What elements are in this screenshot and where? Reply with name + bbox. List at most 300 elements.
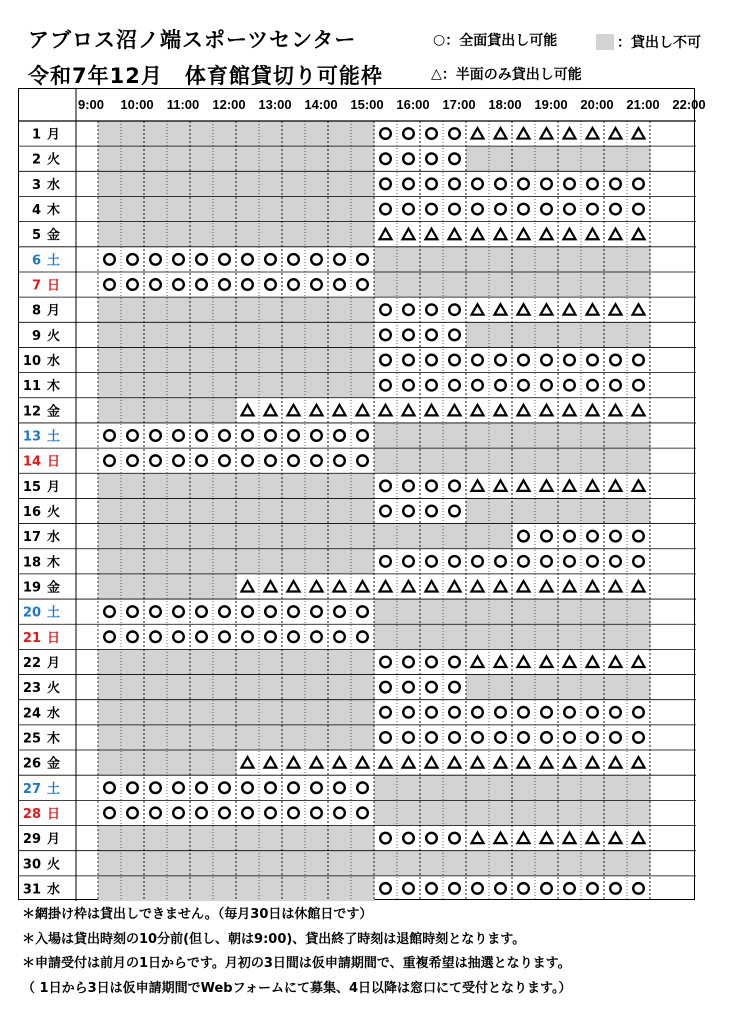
unavailable-cell [351,876,375,901]
unavailable-cell [121,373,145,398]
schedule-grid-svg [19,89,706,901]
weekday-label: 火 [47,681,61,697]
full-available-mark [334,254,345,265]
full-available-mark [633,883,644,894]
full-available-mark [104,808,115,819]
half-available-mark [518,581,530,592]
half-available-mark [541,656,553,667]
unavailable-cell [604,624,628,649]
day-number: 1 [31,127,41,143]
unavailable-cell [512,146,536,171]
unavailable-cell [144,171,168,196]
full-available-mark [403,380,414,391]
half-available-mark [403,405,415,416]
unavailable-cell [581,851,605,876]
unavailable-cell [282,473,306,498]
unavailable-cell [190,121,214,146]
unavailable-cell [489,498,513,523]
day-number: 13 [22,429,41,445]
unavailable-cell [627,423,651,448]
unavailable-cell [351,146,375,171]
unavailable-cell [98,649,122,674]
day-number: 23 [22,681,41,697]
unavailable-cell [236,146,260,171]
unavailable-cell [328,196,352,221]
full-available-mark [541,707,552,718]
unavailable-cell [604,146,628,171]
weekday-label: 月 [47,479,61,495]
full-available-mark [426,355,437,366]
full-available-mark [242,455,253,466]
unavailable-cell [144,549,168,574]
unavailable-cell [374,524,398,549]
full-available-mark [403,833,414,844]
full-available-mark [426,883,437,894]
full-available-mark [380,506,391,517]
unavailable-cell [98,826,122,851]
half-available-mark [288,405,300,416]
full-available-mark [449,556,460,567]
half-available-mark [403,581,415,592]
half-available-mark [242,757,254,768]
unavailable-cell [420,624,444,649]
unavailable-cell [374,624,398,649]
unavailable-cell [305,524,329,549]
full-available-mark [403,556,414,567]
unavailable-cell [167,171,191,196]
unavailable-cell [443,272,467,297]
unavailable-cell [144,196,168,221]
full-available-mark [150,279,161,290]
unavailable-cell [259,222,283,247]
full-available-mark [426,330,437,341]
unavailable-cell [443,448,467,473]
unavailable-cell [627,448,651,473]
unavailable-cell [98,675,122,700]
unavailable-cell [581,675,605,700]
full-available-mark [196,632,207,643]
half-available-mark [472,304,484,315]
full-available-mark [219,430,230,441]
unavailable-cell [397,624,421,649]
unavailable-cell [98,297,122,322]
full-available-mark [173,632,184,643]
full-available-mark [495,732,506,743]
unavailable-cell [236,826,260,851]
unavailable-cell [512,599,536,624]
unavailable-cell [581,448,605,473]
unavailable-cell [351,524,375,549]
unavailable-cell [305,171,329,196]
unavailable-cell [213,171,237,196]
unavailable-cell [121,876,145,901]
full-available-mark [449,304,460,315]
full-available-mark [380,204,391,215]
unavailable-cell [305,373,329,398]
unavailable-cell [213,322,237,347]
unavailable-cell [604,675,628,700]
unavailable-cell [190,826,214,851]
unavailable-cell [328,549,352,574]
unavailable-cell [121,297,145,322]
full-available-mark [426,682,437,693]
unavailable-cell [190,675,214,700]
unavailable-cell [581,498,605,523]
day-number: 12 [22,404,41,420]
unavailable-cell [259,851,283,876]
unavailable-cell [351,649,375,674]
unavailable-cell [98,473,122,498]
day-number: 20 [22,605,41,621]
unavailable-cell [190,222,214,247]
unavailable-cell [213,347,237,372]
unavailable-cell [121,347,145,372]
full-available-mark [564,204,575,215]
unavailable-cell [328,171,352,196]
unavailable-cell [190,725,214,750]
full-available-mark [127,430,138,441]
unavailable-cell [305,498,329,523]
unavailable-cell [604,423,628,448]
unavailable-cell [213,498,237,523]
unavailable-cell [397,775,421,800]
weekday-label: 火 [47,505,61,520]
day-number: 27 [22,781,41,797]
day-number: 26 [22,756,41,772]
unavailable-cell [328,498,352,523]
unavailable-cell [144,876,168,901]
unavailable-cell [535,624,559,649]
full-available-mark [633,531,644,542]
half-available-mark [564,757,576,768]
unavailable-cell [167,373,191,398]
unavailable-cell [443,851,467,876]
unavailable-cell [374,851,398,876]
unavailable-cell [236,675,260,700]
unavailable-cell [558,498,582,523]
full-available-mark [380,481,391,492]
half-available-mark [610,581,622,592]
unavailable-cell [144,750,168,775]
unavailable-cell [282,146,306,171]
unavailable-cell [581,599,605,624]
unavailable-cell [98,222,122,247]
half-available-mark [587,405,599,416]
time-label: 11:00 [166,97,200,112]
unavailable-cell [351,675,375,700]
unavailable-cell [305,196,329,221]
full-available-mark [288,455,299,466]
day-number: 16 [22,505,41,520]
unavailable-cell [259,322,283,347]
half-available-mark [518,833,530,844]
unavailable-cell [374,775,398,800]
full-available-mark [633,707,644,718]
full-available-mark [334,279,345,290]
day-number: 9 [31,328,41,344]
unavailable-cell [512,675,536,700]
unavailable-cell [489,524,513,549]
weekday-label: 水 [47,882,61,898]
half-available-mark [541,128,553,139]
unavailable-cell [167,549,191,574]
unavailable-cell [121,524,145,549]
unavailable-cell [121,750,145,775]
unavailable-cell [282,297,306,322]
full-available-mark [380,179,391,190]
unavailable-cell [282,222,306,247]
day-number: 28 [22,806,41,822]
full-available-mark [587,380,598,391]
full-available-mark [357,279,368,290]
full-available-mark [104,279,115,290]
unavailable-cell [604,498,628,523]
unavailable-cell [512,322,536,347]
unavailable-cell [397,247,421,272]
full-available-mark [449,883,460,894]
weekday-label: 日 [47,630,61,646]
full-available-mark [518,707,529,718]
unavailable-cell [190,171,214,196]
unavailable-cell [98,196,122,221]
time-label: 17:00 [442,97,476,112]
half-available-mark [449,229,461,240]
unavailable-cell [98,750,122,775]
unavailable-cell [351,549,375,574]
unavailable-cell [328,524,352,549]
unavailable-cell [466,146,490,171]
unavailable-cell [627,498,651,523]
unavailable-cell [351,498,375,523]
half-available-mark [564,581,576,592]
full-available-mark [127,606,138,617]
unavailable-cell [466,247,490,272]
unavailable-cell [259,549,283,574]
full-available-mark [265,430,276,441]
unavailable-cell [213,675,237,700]
half-available-mark [587,656,599,667]
full-available-mark [633,355,644,366]
full-available-mark [173,782,184,793]
unavailable-cell [213,524,237,549]
unavailable-cell [581,322,605,347]
unavailable-cell [420,775,444,800]
unavailable-cell [466,624,490,649]
unavailable-cell [558,775,582,800]
legend-half-label: ：半面のみ貸出し可能 [441,67,582,83]
unavailable-cell [558,423,582,448]
full-available-mark [150,808,161,819]
unavailable-cell [236,196,260,221]
full-available-mark [587,179,598,190]
full-available-mark [449,204,460,215]
unavailable-cell [443,247,467,272]
unavailable-cell [236,121,260,146]
unavailable-cell [351,473,375,498]
full-available-mark [357,782,368,793]
full-available-mark [403,355,414,366]
full-available-mark [610,179,621,190]
unavailable-cell [282,700,306,725]
half-available-mark [426,405,438,416]
unavailable-cell [282,524,306,549]
weekday-label: 月 [47,655,61,671]
unavailable-cell [282,498,306,523]
unavailable-cell [351,171,375,196]
unavailable-cell [581,624,605,649]
unavailable-cell [489,800,513,825]
unavailable-cell [144,347,168,372]
half-available-mark [426,757,438,768]
half-available-mark [426,229,438,240]
day-number: 11 [22,379,41,395]
unavailable-cell [489,775,513,800]
full-available-mark [449,153,460,164]
unavailable-cell [190,322,214,347]
full-available-mark [311,430,322,441]
full-available-mark [196,606,207,617]
full-available-mark [219,782,230,793]
unavailable-cell [466,599,490,624]
unavailable-cell [144,700,168,725]
full-available-mark [380,128,391,139]
half-available-mark [633,304,645,315]
unavailable-cell [144,574,168,599]
full-available-mark [449,481,460,492]
full-available-mark [472,732,483,743]
unavailable-cell [305,222,329,247]
full-available-mark [587,204,598,215]
full-available-mark [173,430,184,441]
unavailable-cell [259,649,283,674]
unavailable-cell [190,146,214,171]
day-number: 8 [31,303,41,319]
full-available-mark [564,883,575,894]
full-available-mark [403,304,414,315]
unavailable-cell [351,297,375,322]
unavailable-cell [144,373,168,398]
unavailable-cell [535,675,559,700]
unavailable-cell [328,222,352,247]
full-available-mark [380,682,391,693]
full-available-mark [587,883,598,894]
time-label: 20:00 [580,97,614,112]
full-available-mark [173,606,184,617]
half-available-mark [495,757,507,768]
full-available-mark [403,657,414,668]
unavailable-cell [305,876,329,901]
unavailable-cell [351,121,375,146]
full-available-mark [633,732,644,743]
full-available-mark [357,430,368,441]
unavailable-cell [512,775,536,800]
unavailable-cell [374,247,398,272]
unavailable-cell [282,373,306,398]
unavailable-cell [627,272,651,297]
full-available-mark [196,430,207,441]
unavailable-cell [374,599,398,624]
full-available-mark [449,657,460,668]
unavailable-cell [236,171,260,196]
full-available-mark [610,531,621,542]
half-available-mark [541,757,553,768]
time-label: 19:00 [534,97,568,112]
weekday-label: 金 [47,404,61,420]
unavailable-cell [190,851,214,876]
unavailable-cell [167,524,191,549]
full-available-mark [495,556,506,567]
unavailable-cell [397,423,421,448]
unavailable-cell [190,196,214,221]
full-available-mark [610,707,621,718]
day-number: 15 [22,479,41,495]
unavailable-cell [282,851,306,876]
day-number: 18 [22,555,41,571]
unavailable-cell [213,146,237,171]
full-available-mark [518,732,529,743]
full-available-mark [265,808,276,819]
full-available-mark [449,128,460,139]
unavailable-cell [213,473,237,498]
unavailable-cell [259,700,283,725]
unavailable-cell [190,700,214,725]
full-available-mark [311,455,322,466]
day-number: 24 [22,706,41,722]
full-available-mark [587,355,598,366]
half-available-mark [541,833,553,844]
unavailable-cell [213,876,237,901]
unavailable-cell [282,675,306,700]
unavailable-cell [190,297,214,322]
full-available-mark [449,682,460,693]
unavailable-cell [259,347,283,372]
full-available-mark [403,128,414,139]
full-available-mark [173,455,184,466]
half-available-mark [265,581,277,592]
unavailable-cell [466,851,490,876]
unavailable-cell [581,272,605,297]
unavailable-cell [98,171,122,196]
full-available-mark [288,632,299,643]
half-available-mark [587,581,599,592]
half-available-mark [357,581,369,592]
half-available-mark [633,229,645,240]
unavailable-cell [190,876,214,901]
full-available-mark [564,556,575,567]
half-available-mark [541,405,553,416]
unavailable-cell [627,775,651,800]
unavailable-cell [328,876,352,901]
unavailable-cell [305,347,329,372]
unavailable-cell [604,448,628,473]
unavailable-cell [558,448,582,473]
unavailable-cell [489,423,513,448]
unavailable-cell [121,146,145,171]
unavailable-cell [558,272,582,297]
weekday-label: 水 [47,177,61,193]
unavailable-cell [98,121,122,146]
weekday-label: 土 [47,429,61,445]
full-available-mark [472,380,483,391]
full-available-mark [403,204,414,215]
full-available-mark [541,380,552,391]
unavailable-cell [167,851,191,876]
weekday-label: 日 [47,454,61,470]
half-available-mark [380,405,392,416]
unavailable-cell [236,649,260,674]
full-available-mark [150,782,161,793]
full-available-mark [288,430,299,441]
